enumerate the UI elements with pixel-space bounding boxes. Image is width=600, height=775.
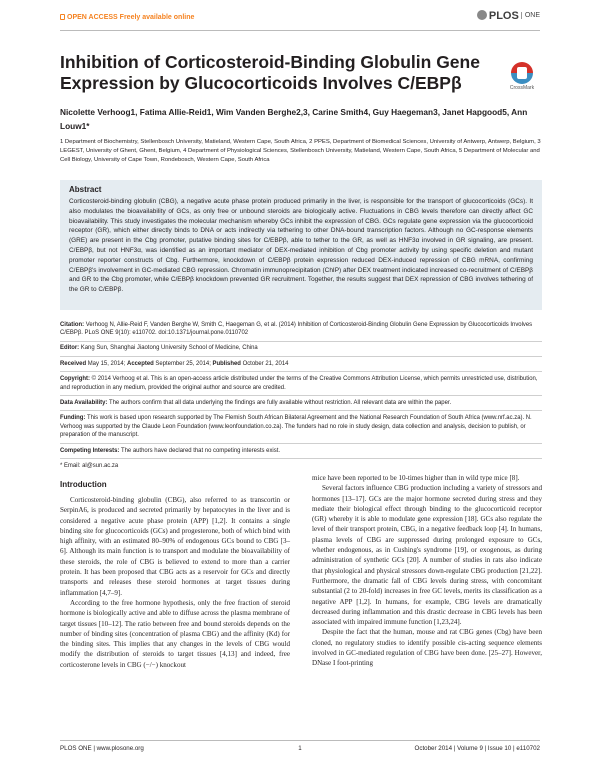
open-access-lock-icon [60,14,65,20]
received-label: Received [60,360,87,367]
body-column-left [60,495,290,670]
body-paragraph: Despite the fact that the human, mouse and rat CBG genes (Cbg) have been cloned, no regulatory studies to identify possible cis-acting sequence elements involved in GC-mediated regulation of CBG have been done. [25–27]. However, DNase I foot-printing [312,628,542,668]
crossmark-label: CrossMark [509,85,535,91]
page-footer [60,745,540,757]
dates-row [60,357,542,372]
copyright-row [60,372,542,396]
body-paragraph: Several factors influence CBG production including a variety of stressors and hormones [13–17]. GCs are the major hormone secreted during stress and they mediate their biological effect through binding to the glucocorticoid receptor (GR) whereby it is able to modulate gene expression [18]. GCs also regulate the level of their transport protein, CBG, in a negative feedback loop [4]. In humans, plasma levels of CBG are suppressed during prolonged exposure to GCs, whether endogenous, as in Cushing's syndrome [19], or exogenous, as during administration of synthetic GCs [20]. A number of studies in rats also indicate that physiological and physical stressors down-regulate CBG production [21,22]. Furthermore, the dramatic fall of CBG levels during stress, with concomitant substantial (2 to 20-fold) increases in free GC levels, merits its classification as a negative APP [1,2]. In humans, for example, CBG levels are dramatically decreased during inflammation and this drastic decrease in CBG levels has been associated with impaired immune function [1,23,24]. [312,484,542,627]
plos-one-logo[interactable] [477,10,540,22]
abstract-text: Corticosteroid-binding globulin (CBG), a negative acute phase protein produced primarily in the liver, is responsible for the transport of glucocorticoids (GCs). It also modulates the bioavailability of GCs, as only free or unbound steroids are biologically active. Fluctuations in CBG levels therefore can directly affect GC bioavailability. This study investigates the molecular mechanism whereby GCs inhibit the expression of CBG. GCs regulate gene expression via the glucocorticoid receptor (GR), which either directly binds to DNA or acts indirectly via tethering to other DNA-bound transcription factors. Although no GC-response elements (GRE) are present in the Cbg promoter, putative binding sites for C/EBPβ, able to tether to the GR, as well as HNF3α involved in GR signaling, are present. C/EBPβ, but not HNF3α, was identified as an important mediator of DEX-mediated inhibition of Cbg promoter activity by using specific deletion and mutant promoter reporter constructs of Cbg. Furthermore, knockdown of C/EBPβ protein expression reduced DEX-induced repression of CBG mRNA, confirming C/EBPβ's involvement in GC-mediated CBG repression. Chromatin immunoprecipitation (ChIP) after DEX treatment indicated increased co-recruitment of C/EBPβ and GR to the Cbg promoter, while C/EBPβ knockdown prevented GR recruitment. Together, the results suggest that DEX repression of CBG involves tethering of the GR to C/EBPβ. [69,198,533,294]
funding-text: This work is based upon research supported by The Flemish South African Bilateral Agreement and the National Research Foundation of South Africa (www.nrf.ac.za). N. Verhoog was supported by the Claude Leon Foundation (www.leonfoundation.co.za). The funders had no role in study design, data collection and analysis, decision to publish, or preparation of the manuscript. [60,414,532,439]
affiliations: 1 Department of Biochemistry, Stellenbosch University, Matieland, Western Cape, South Africa, 2 PPES, Department of Biomedical Sciences, University of Antwerp, Antwerp, Belgium, 3 LEGEST, University of Ghent, Ghent, Belgium, 4 Department of Physiological Sciences, Stellenbosch University, Matieland, Western Cape, South Africa, 5 Department of Molecular and Cell Biology, University of Cape Town, Rondebosch, Western Cape, South Africa [60,139,541,163]
published-date: October 21, 2014 [242,360,289,367]
open-access-banner [60,14,194,21]
body-column-right [312,473,542,669]
body-paragraph: mice have been reported to be 10-times higher than in wild type mice [8]. [312,474,520,482]
open-access-label: OPEN [67,14,87,21]
plos-logo-text: PLOS [488,10,519,22]
copyright-label: Copyright: [60,375,91,382]
citation-label: Citation: [60,321,85,328]
header-divider [60,30,540,31]
published-label: Published [212,360,241,367]
data-availability-row [60,396,542,411]
body-paragraph: Corticosteroid-binding globulin (CBG), also referred to as transcortin or SerpinA6, is produced and secreted primarily by hepatocytes in the liver and is considered a negative acute phase protein (APP) [1,2]. It contains a single binding site for glucocorticoids (GCs) and progesterone, both of which bind with high affinity, with an estimated 80–90% of endogenous GCs bound to CBG [3–6]. Although its main function is to transport and modulate the bioavailability of these steroids, the role of CBG is believed to extend to more than a carrier protein. It has been proposed that CBG acts as a reservoir for GCs and directly transports and releases these steroid hormones at target tissues during inflammation [4,7–9]. [60,496,290,597]
plos-mark-icon [477,10,487,20]
copyright-text: © 2014 Verhoog et al. This is an open-access article distributed under the terms of the Creative Commons Attribution License, which permits unrestricted use, distribution, and reproduction in any medium, provided the original author and source are credited. [60,375,538,391]
journal-header [60,10,540,26]
email-row [60,459,542,473]
corresponding-email[interactable]: * Email: al@sun.ac.za [60,462,119,469]
author-list: Nicolette Verhoog1, Fatima Allie-Reid1, Wim Vanden Berghe2,3, Carine Smith4, Guy Haegeman3, Janet Hapgood5, Ann Louw1* [60,107,528,131]
crossmark-badge[interactable] [502,62,542,91]
editor-label: Editor: [60,345,80,352]
access-label: ACCESS [88,14,118,21]
funding-label: Funding: [60,414,86,421]
accepted-label: Accepted [127,360,154,367]
competing-interests-label: Competing Interests: [60,447,120,454]
received-date: May 15, 2014; [87,360,126,367]
plos-logo-suffix: ONE [521,12,540,19]
citation-row [60,318,542,342]
footer-journal[interactable]: PLOS ONE | www.plosone.org [60,745,144,752]
article-title: Inhibition of Corticosteroid-Binding Globulin Gene Expression by Glucocorticoids Involves C/EBPβ [60,52,480,93]
data-availability-label: Data Availability: [60,399,108,406]
freely-available-label: Freely available online [119,14,195,21]
funding-row [60,411,542,444]
citation-text: Verhoog N, Allie-Reid F, Vanden Berghe W, Smith C, Haegeman G, et al. (2014) Inhibition of Corticosteroid-Binding Globulin Gene Expression by Glucocorticoids Involves C/EBPβ. PLoS ONE 9(10): e110702. doi:10.1371/journal.pone.0110702 [60,321,533,337]
data-availability-text: The authors confirm that all data underlying the findings are fully available without restriction. All relevant data are within the paper. [108,399,452,406]
accepted-date: September 25, 2014; [155,360,211,367]
introduction-heading: Introduction [60,480,107,489]
abstract-box [60,180,542,310]
competing-interests-row [60,444,542,459]
editor-text: Kang Sun, Shanghai Jiaotong University School of Medicine, China [80,345,258,352]
abstract-heading: Abstract [69,185,102,194]
crossmark-icon [511,62,533,84]
competing-interests-text: The authors have declared that no competing interests exist. [120,447,281,454]
editor-row [60,342,542,357]
footer-issue: October 2014 | Volume 9 | Issue 10 | e110702 [414,745,540,752]
article-metadata [60,318,542,473]
body-paragraph: According to the free hormone hypothesis, only the free fraction of steroid hormone is biologically active and able to diffuse across the plasma membrane of target tissues [10–12]. The ratio between free and bound steroids depends on the number of binding sites (concentration of plasma CBG) and the affinity (Kd) for the binding sites. This implies that any changes in the levels of CBG would modify the distribution of steroids to target tissues [4,13] and indeed, free corticosterone levels in CBG (−/−) knockout [60,598,290,669]
page-number: 1 [298,745,302,752]
footer-divider [60,740,540,741]
